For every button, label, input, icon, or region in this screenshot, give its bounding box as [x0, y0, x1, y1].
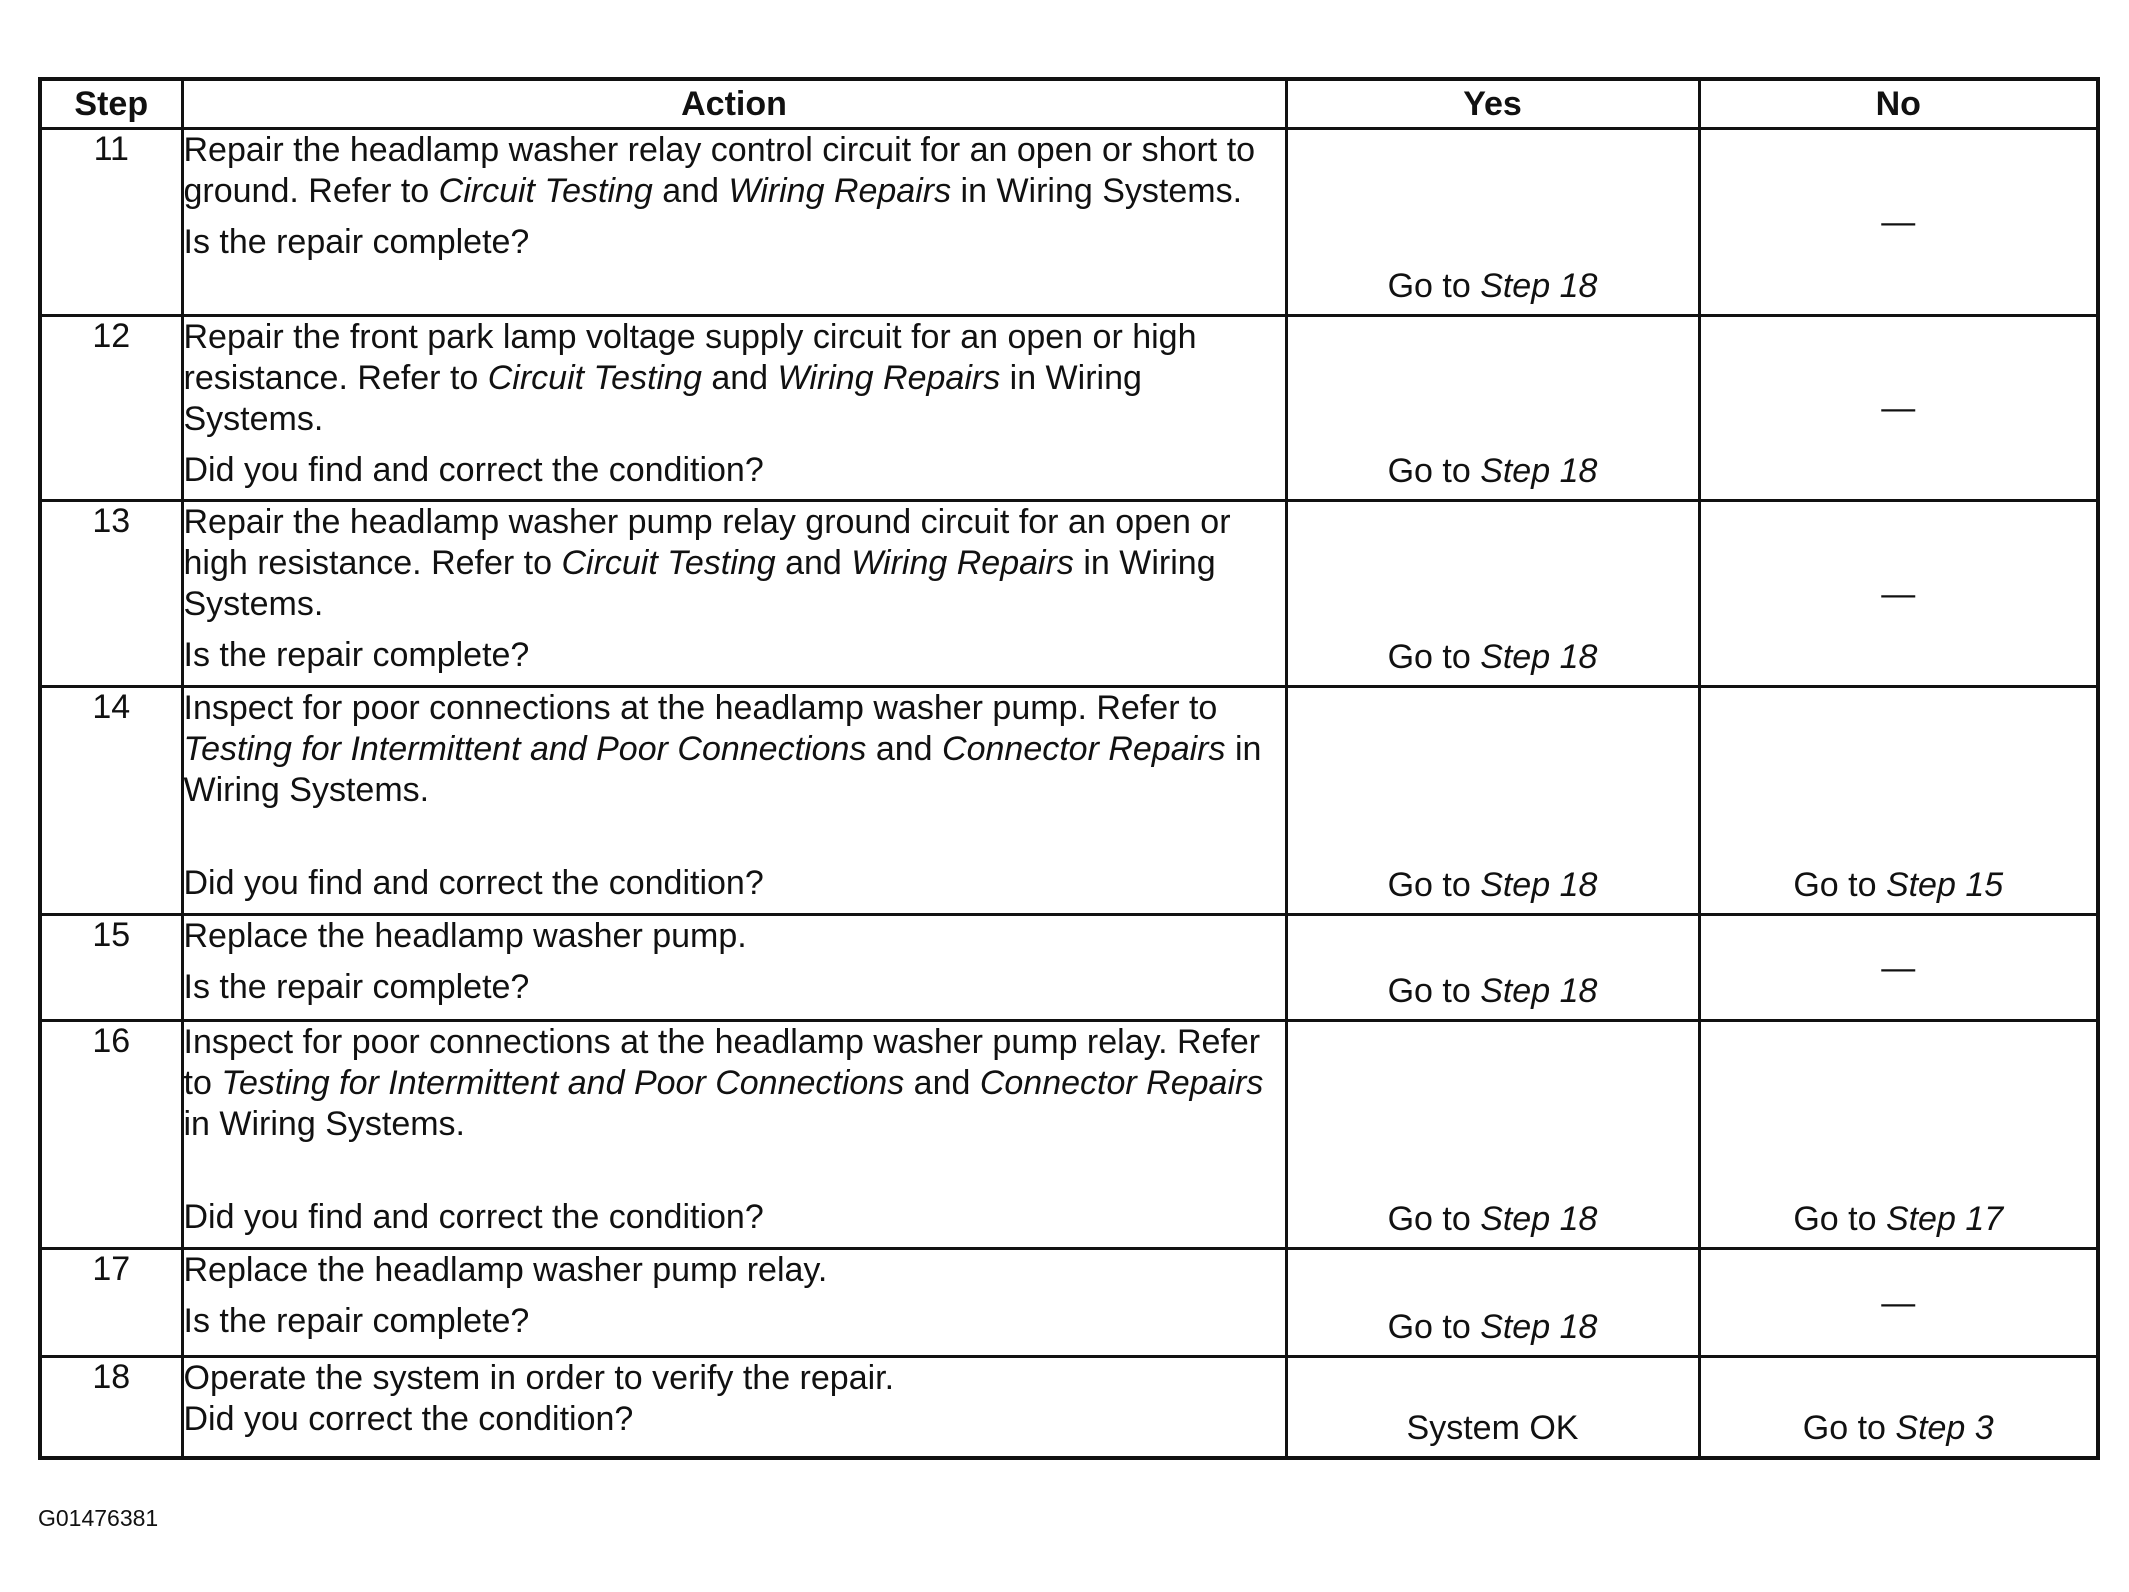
action-text-segment: and: [701, 359, 778, 397]
yes-step-reference: Step 18: [1480, 866, 1598, 904]
yes-step-reference: Step 18: [1480, 452, 1598, 490]
step-number: 17: [40, 1249, 182, 1357]
yes-step-reference: Step 18: [1480, 267, 1598, 305]
no-not-applicable: [1701, 574, 2097, 614]
yes-cell: [1286, 1249, 1699, 1357]
action-question: Did you find and correct the condition?: [183, 1198, 764, 1236]
no-cell: [1699, 687, 2098, 915]
action-text-segment: Inspect for poor connections at the headlamp washer pump. Refer to: [183, 689, 1218, 727]
step-header: Step: [40, 79, 182, 129]
yes-result: [1288, 266, 1698, 306]
action-text-segment: Repair the front park lamp voltage supply circuit for an open or high resistance. Refer to: [183, 318, 1197, 397]
action-cell: [182, 316, 1286, 501]
yes-result-text: Go to: [1387, 1200, 1481, 1238]
action-reference: Testing for Intermittent and Poor Connections: [183, 730, 867, 768]
action-reference: Connector Repairs: [979, 1064, 1264, 1102]
no-result-text: Go to: [1793, 866, 1886, 904]
action-text: [184, 916, 1285, 957]
yes-result-text: Go to: [1387, 1308, 1481, 1346]
no-cell: [1699, 501, 2098, 687]
yes-step-reference: Step 18: [1480, 972, 1598, 1010]
no-result: [1701, 1408, 2097, 1448]
action-cell: [182, 501, 1286, 687]
no-result-text: —: [1881, 574, 1916, 613]
no-cell: [1699, 1249, 2098, 1357]
action-question: Is the repair complete?: [183, 968, 530, 1006]
no-step-reference: Step 17: [1885, 1200, 2004, 1238]
action-cell: [182, 687, 1286, 915]
action-reference: Testing for Intermittent and Poor Connections: [221, 1064, 905, 1102]
action-text-segment: Repair the headlamp washer pump relay ground circuit for an open or high resistance. Refer to: [183, 503, 1231, 582]
no-result-text: —: [1881, 948, 1916, 987]
no-result: [1701, 865, 2097, 905]
table-row: [40, 316, 2098, 501]
action-text-segment: in Wiring Systems.: [183, 544, 1216, 623]
yes-result: [1288, 637, 1698, 677]
step-number: 16: [40, 1021, 182, 1249]
table-row: [40, 501, 2098, 687]
action-text-segment: Replace the headlamp washer pump.: [183, 917, 747, 955]
action-reference: Circuit Testing: [561, 544, 776, 582]
yes-result-text: Go to: [1387, 638, 1481, 676]
no-not-applicable: [1701, 948, 2097, 988]
table-row: [40, 915, 2098, 1021]
table-row: [40, 1249, 2098, 1357]
action-reference: Wiring Repairs: [777, 359, 1001, 397]
action-text-segment: in Wiring Systems.: [183, 730, 1262, 809]
yes-result-text: Go to: [1387, 267, 1481, 305]
action-text-segment: Replace the headlamp washer pump relay.: [183, 1251, 828, 1289]
no-result-text: —: [1881, 203, 1916, 241]
table-row: [40, 1021, 2098, 1249]
no-not-applicable: [1701, 388, 2097, 428]
yes-cell: [1286, 915, 1699, 1021]
action-question: Did you correct the condition?: [183, 1400, 634, 1438]
step-number: 11: [40, 129, 182, 316]
action-cell: [182, 129, 1286, 316]
yes-step-reference: Step 18: [1480, 638, 1598, 676]
step-number: 15: [40, 915, 182, 1021]
yes-cell: [1286, 1357, 1699, 1458]
yes-step-reference: Step 18: [1480, 1308, 1598, 1346]
action-question: Is the repair complete?: [183, 223, 530, 261]
action-reference: Connector Repairs: [942, 730, 1226, 768]
action-text-segment: in Wiring Systems.: [183, 1105, 465, 1143]
table-row: [40, 687, 2098, 915]
no-header: No: [1699, 79, 2098, 129]
yes-result-text: Go to: [1387, 452, 1481, 490]
action-text: [184, 1022, 1285, 1145]
action-text-segment: Operate the system in order to verify the repair.: [183, 1359, 895, 1397]
yes-cell: [1286, 316, 1699, 501]
action-text-segment: in Wiring Systems.: [183, 359, 1142, 438]
action-text: [184, 688, 1285, 811]
no-not-applicable: [1701, 202, 2097, 242]
step-number: 18: [40, 1357, 182, 1458]
no-step-reference: Step 3: [1895, 1408, 1994, 1447]
table-row: [40, 129, 2098, 316]
action-text: [184, 130, 1285, 212]
no-cell: [1699, 129, 2098, 316]
action-text-segment: and: [866, 730, 943, 768]
no-result: [1701, 1199, 2097, 1239]
yes-cell: [1286, 1021, 1699, 1249]
action-question: Did you find and correct the condition?: [183, 864, 764, 902]
yes-result: [1288, 451, 1698, 491]
action-text-segment: and: [775, 544, 852, 582]
step-number: 12: [40, 316, 182, 501]
action-text-segment: Inspect for poor connections at the headlamp washer pump relay. Refer to: [183, 1023, 1261, 1102]
yes-result: [1288, 1199, 1698, 1239]
yes-cell: [1286, 501, 1699, 687]
yes-result: [1288, 1307, 1698, 1347]
step-number: 13: [40, 501, 182, 687]
yes-result: [1288, 971, 1698, 1011]
no-result-text: Go to: [1802, 1408, 1896, 1447]
action-text-segment: in Wiring Systems.: [951, 172, 1243, 210]
yes-result: [1288, 1408, 1698, 1448]
yes-step-reference: Step 18: [1480, 1200, 1598, 1238]
action-text-segment: and: [904, 1064, 980, 1102]
yes-result: [1288, 865, 1698, 905]
table-body: [40, 129, 2098, 1458]
no-result-text: —: [1881, 1283, 1916, 1322]
action-text: [184, 1358, 1285, 1399]
action-reference: Wiring Repairs: [728, 172, 952, 210]
action-text: [184, 317, 1285, 440]
no-result-text: Go to: [1793, 1200, 1886, 1238]
action-cell: [182, 1021, 1286, 1249]
action-question: Is the repair complete?: [183, 1302, 530, 1340]
no-cell: [1699, 915, 2098, 1021]
yes-header: Yes: [1286, 79, 1699, 129]
no-cell: [1699, 1357, 2098, 1458]
no-not-applicable: [1701, 1283, 2097, 1323]
action-cell: [182, 1357, 1286, 1458]
action-reference: Wiring Repairs: [851, 544, 1074, 582]
action-text: [184, 1250, 1285, 1291]
step-number: 14: [40, 687, 182, 915]
no-result-text: —: [1881, 389, 1916, 427]
yes-cell: [1286, 687, 1699, 915]
action-text: [184, 502, 1285, 625]
yes-cell: [1286, 129, 1699, 316]
action-reference: Circuit Testing: [438, 172, 653, 210]
table-row: [40, 1357, 2098, 1458]
action-question: Did you find and correct the condition?: [183, 451, 764, 489]
no-cell: [1699, 1021, 2098, 1249]
action-cell: [182, 1249, 1286, 1357]
no-cell: [1699, 316, 2098, 501]
action-question: Is the repair complete?: [183, 636, 530, 674]
diagnostic-table: [38, 77, 2100, 1460]
action-header: Action: [182, 79, 1286, 129]
header-row: [40, 79, 2098, 129]
action-text-segment: and: [652, 172, 729, 210]
yes-result-text: System OK: [1406, 1408, 1579, 1447]
figure-id: G01476381: [38, 1505, 159, 1531]
action-cell: [182, 915, 1286, 1021]
action-text-segment: Repair the headlamp washer relay control circuit for an open or short to ground. Refer to: [183, 131, 1256, 210]
yes-result-text: Go to: [1387, 972, 1481, 1010]
action-reference: Circuit Testing: [487, 359, 702, 397]
no-step-reference: Step 15: [1885, 866, 2004, 904]
yes-result-text: Go to: [1387, 866, 1481, 904]
